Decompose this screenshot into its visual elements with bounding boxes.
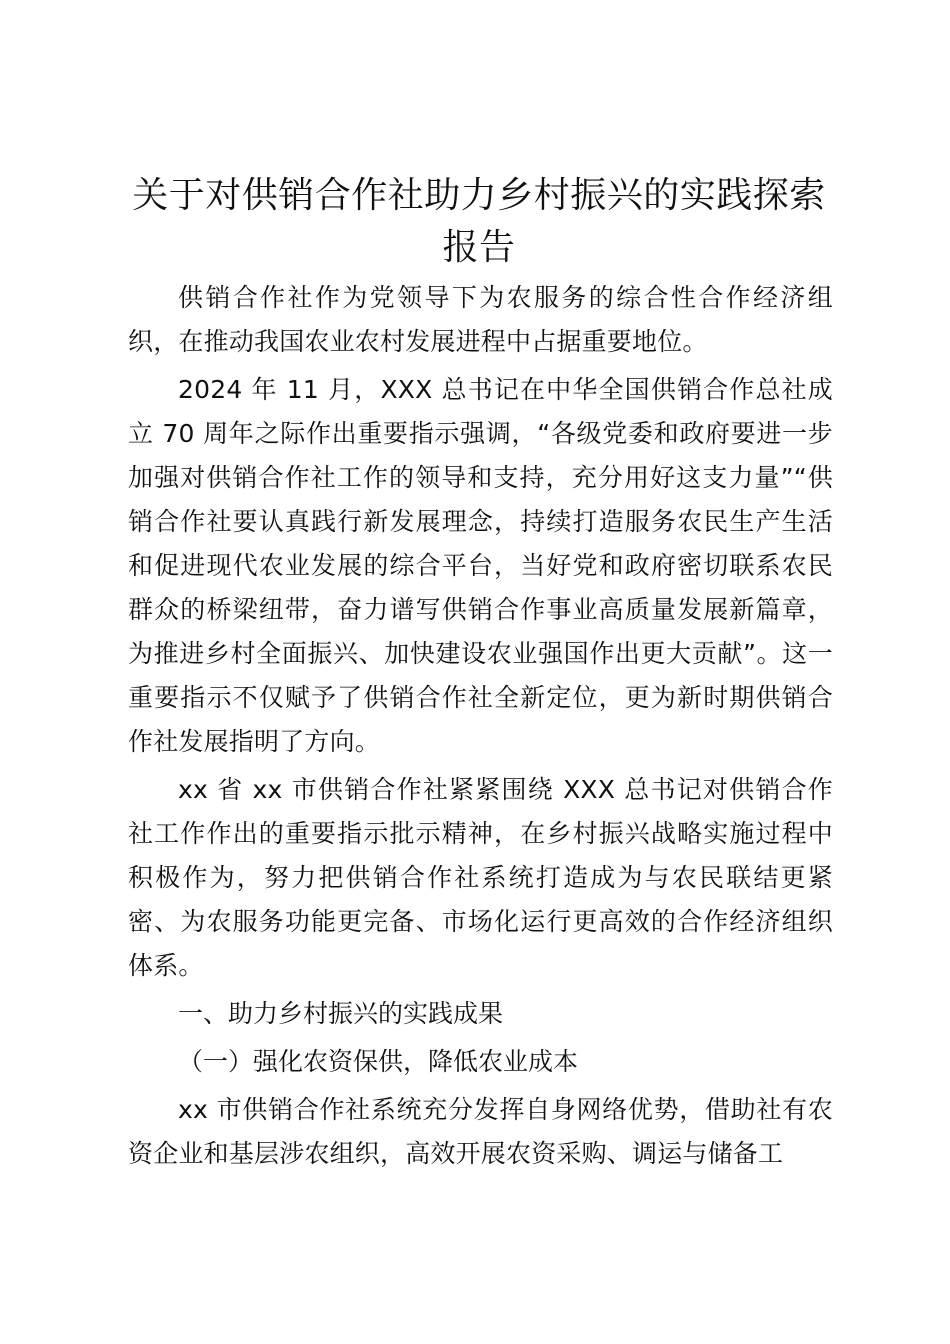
document-title: 关于对供销合作社助力乡村振兴的实践探索报告 [132,175,826,268]
paragraph-instruction: 2024 年 11 月，XXX 总书记在中华全国供销合作总社成立 70 周年之际作出重要指示强调，“各级党委和政府要进一步加强对供销合作社工作的领导和支持，充分用好这支力量”“供销合作社要认真践行新发展理念，持续打造服务农民生产生活和促进现代农业发展的综合平台，当好党和政府密切联系农民群众的桥梁纽带，奋力谱写供销合作事业高质量发展新篇章，为推进乡村全面振兴、加快建设农业强国作出更大贡献”。这一重要指示不仅赋予了供销合作社全新定位，更为新时期供销合作社发展指明了方向。 [128,375,833,756]
subsection-heading: （一）强化农资保供，降低农业成本 [178,1047,579,1076]
paragraph-supply: xx 市供销合作社系统充分发挥自身网络优势，借助社有农资企业和基层涉农组织，高效开展农资采购、调运与储备工 [128,1095,833,1168]
section-heading: 一、助力乡村振兴的实践成果 [178,999,504,1028]
paragraph-city-coop: xx 省 xx 市供销合作社紧紧围绕 XXX 总书记对供销合作社工作作出的重要指示批示精神，在乡村振兴战略实施过程中积极作为，努力把供销合作社系统打造成为与农民联结更紧密、为农服务功能更完备、市场化运行更高效的合作经济组织体系。 [128,775,833,980]
paragraph-intro: 供销合作社作为党领导下为农服务的综合性合作经济组织，在推动我国农业农村发展进程中占据重要地位。 [128,283,833,356]
document-body [128,276,833,1180]
